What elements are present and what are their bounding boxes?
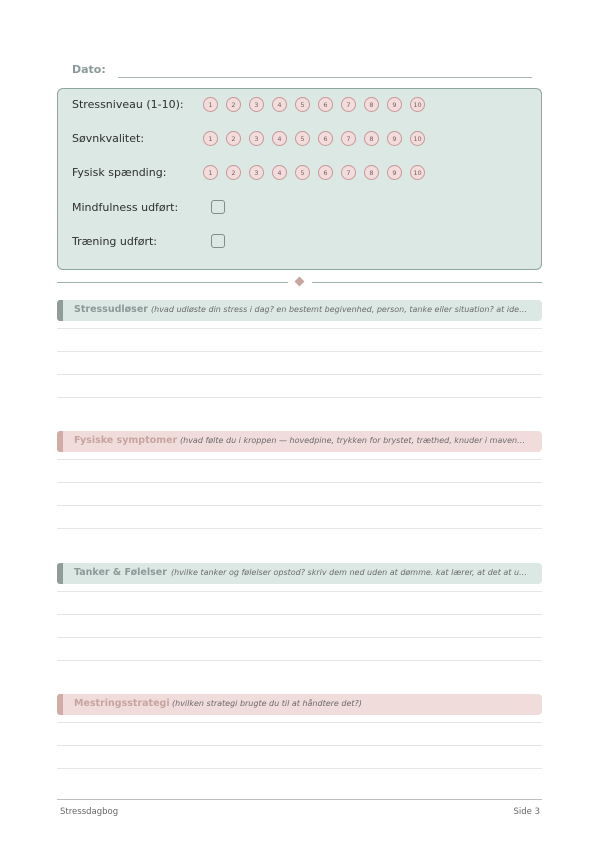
section-title: Mestringsstrategi: [74, 698, 170, 709]
rating-option-3[interactable]: 3: [249, 97, 264, 112]
section-hint: (hvad følte du i kroppen — hovedpine, trykken for brystet, træthed, knuder i maven…: [180, 436, 526, 445]
rating-row-tension: [72, 164, 532, 184]
rating-option-8[interactable]: 8: [364, 97, 379, 112]
rating-option-2[interactable]: 2: [226, 131, 241, 146]
check-row-mindfulness: [72, 199, 532, 219]
section-accent-bar: [57, 694, 63, 715]
rating-option-7[interactable]: 7: [341, 97, 356, 112]
rating-option-1[interactable]: 1: [203, 131, 218, 146]
section-accent-bar: [57, 431, 63, 452]
rating-option-10[interactable]: 10: [410, 131, 425, 146]
rating-row-stress: [72, 96, 532, 116]
check-label: Træning udført:: [72, 235, 158, 248]
rating-option-9[interactable]: 9: [387, 131, 402, 146]
rating-option-6[interactable]: 6: [318, 97, 333, 112]
date-row: [72, 62, 532, 82]
rating-option-7[interactable]: 7: [341, 131, 356, 146]
rating-option-3[interactable]: 3: [249, 131, 264, 146]
write-line[interactable]: [57, 591, 542, 592]
rating-option-6[interactable]: 6: [318, 131, 333, 146]
section-accent-bar: [57, 563, 63, 584]
section-title: Stressudløser: [74, 304, 148, 315]
section-header: [57, 431, 542, 452]
section-header: [57, 694, 542, 715]
daily-rating-box: [57, 88, 542, 270]
rating-option-3[interactable]: 3: [249, 165, 264, 180]
rating-option-8[interactable]: 8: [364, 165, 379, 180]
section-header: [57, 300, 542, 321]
rating-option-10[interactable]: 10: [410, 97, 425, 112]
write-line[interactable]: [57, 328, 542, 329]
write-line[interactable]: [57, 660, 542, 661]
rating-option-5[interactable]: 5: [295, 165, 310, 180]
page-number: Side 3: [513, 807, 540, 817]
write-line[interactable]: [57, 482, 542, 483]
rating-option-5[interactable]: 5: [295, 97, 310, 112]
section-accent-bar: [57, 300, 63, 321]
rating-option-8[interactable]: 8: [364, 131, 379, 146]
write-line[interactable]: [57, 722, 542, 723]
write-line[interactable]: [57, 637, 542, 638]
rating-option-2[interactable]: 2: [226, 165, 241, 180]
write-line[interactable]: [57, 397, 542, 398]
check-row-training: [72, 233, 532, 253]
rating-option-9[interactable]: 9: [387, 165, 402, 180]
date-write-line[interactable]: [118, 77, 532, 78]
rating-label: Fysisk spænding:: [72, 166, 167, 179]
write-line[interactable]: [57, 745, 542, 746]
write-line[interactable]: [57, 459, 542, 460]
rating-option-4[interactable]: 4: [272, 131, 287, 146]
rating-option-4[interactable]: 4: [272, 97, 287, 112]
rating-label: Søvnkvalitet:: [72, 132, 145, 145]
rating-option-7[interactable]: 7: [341, 165, 356, 180]
check-label: Mindfulness udført:: [72, 201, 179, 214]
write-line[interactable]: [57, 351, 542, 352]
training-checkbox[interactable]: [211, 234, 225, 248]
rating-option-2[interactable]: 2: [226, 97, 241, 112]
section-header: [57, 563, 542, 584]
rating-option-1[interactable]: 1: [203, 165, 218, 180]
section-hint: (hvilke tanker og følelser opstod? skriv dem ned uden at dømme. kat lærer, at det at u…: [171, 568, 528, 577]
write-line[interactable]: [57, 614, 542, 615]
rating-option-5[interactable]: 5: [295, 131, 310, 146]
write-line[interactable]: [57, 528, 542, 529]
write-line[interactable]: [57, 505, 542, 506]
rating-option-6[interactable]: 6: [318, 165, 333, 180]
write-line[interactable]: [57, 374, 542, 375]
section-title: Fysiske symptomer: [74, 435, 178, 446]
date-label: Dato:: [72, 63, 106, 76]
rating-option-4[interactable]: 4: [272, 165, 287, 180]
section-title: Tanker & Følelser: [74, 567, 167, 578]
mindfulness-checkbox[interactable]: [211, 200, 225, 214]
footer-rule: [57, 799, 542, 800]
rating-option-1[interactable]: 1: [203, 97, 218, 112]
section-hint: (hvilken strategi brugte du til at håndtere det?): [172, 699, 362, 708]
rating-row-sleep: [72, 130, 532, 150]
rating-option-10[interactable]: 10: [410, 165, 425, 180]
write-line[interactable]: [57, 768, 542, 769]
section-hint: (hvad udløste din stress i dag? en bestemt begivenhed, person, tanke eller situation? at ide…: [151, 305, 528, 314]
rating-label: Stressniveau (1-10):: [72, 98, 184, 111]
rating-option-9[interactable]: 9: [387, 97, 402, 112]
footer-title: Stressdagbog: [60, 807, 119, 817]
